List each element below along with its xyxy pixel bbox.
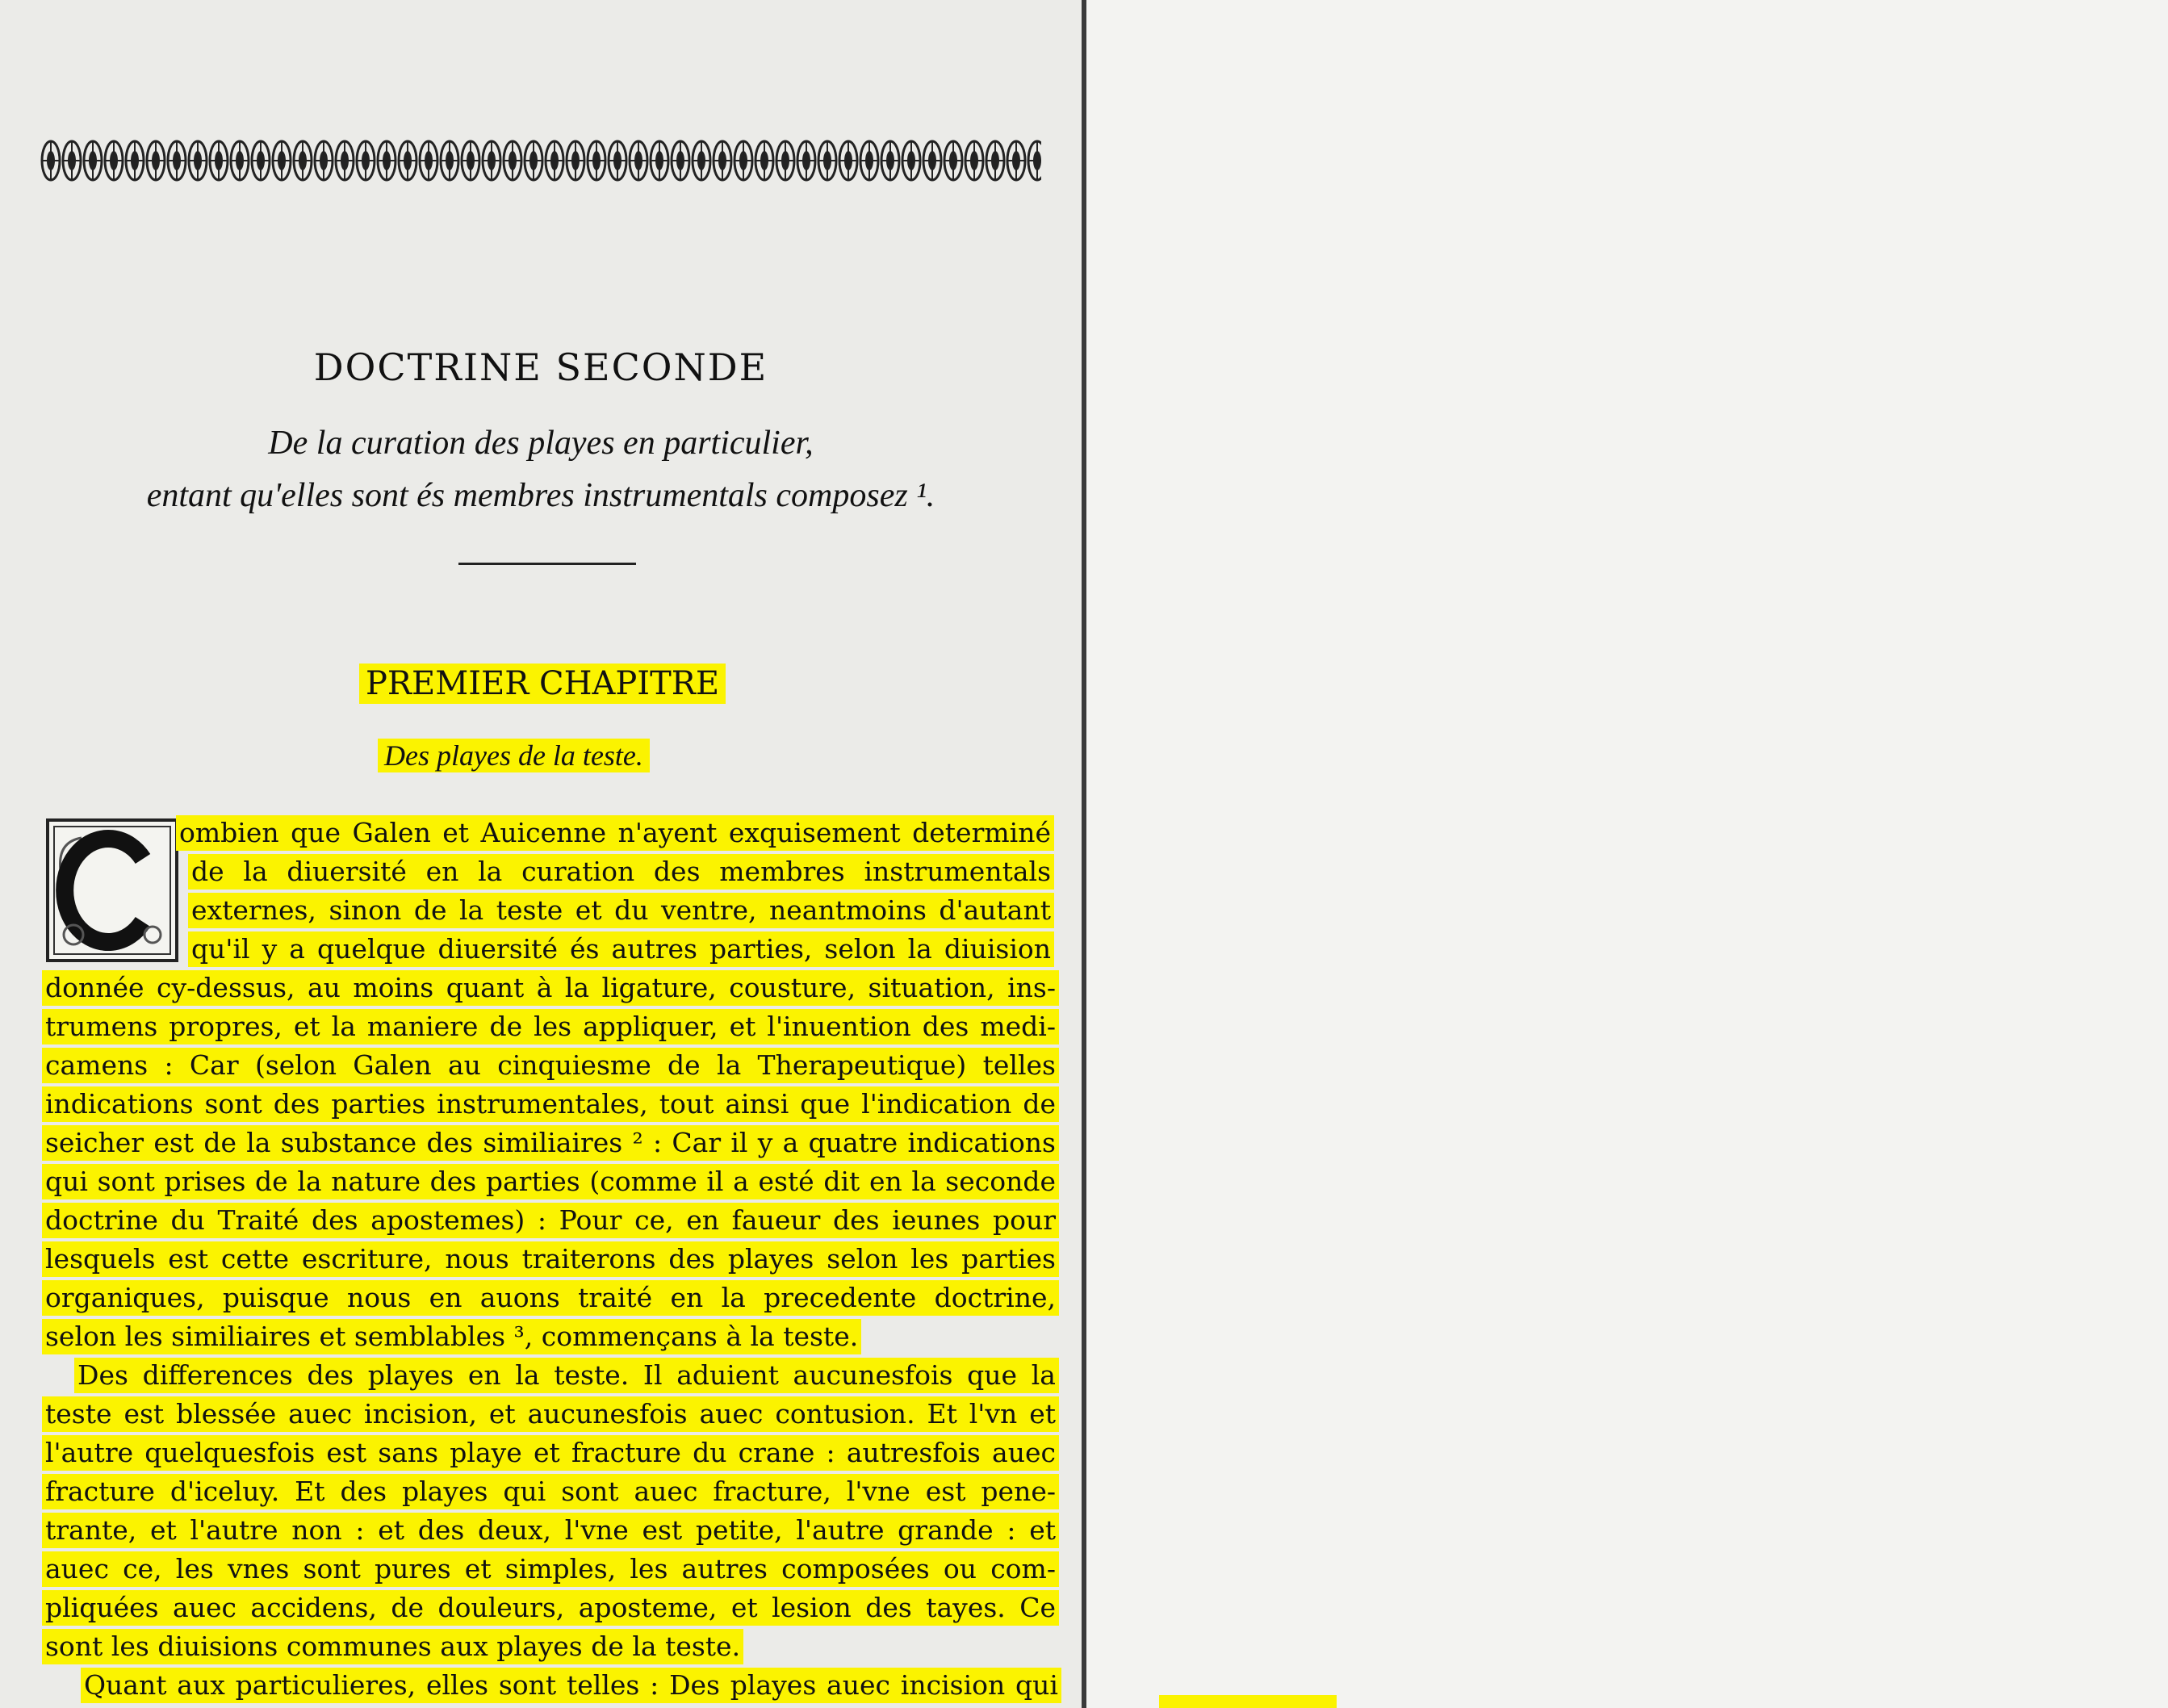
highlighted-text: auec ce, les vnes sont pures et simples, les autres composées ou com- [42, 1551, 1059, 1587]
text-line [42, 1125, 1059, 1161]
text-line [74, 1358, 1059, 1393]
text-line [42, 1203, 1059, 1238]
doctrine-title: DOCTRINE SECONDE [313, 345, 768, 389]
doctrine-subtitle-2: entant qu'elles sont és membres instrumentals composez ¹. [146, 477, 935, 514]
text-line [42, 1513, 1059, 1548]
highlighted-text: l'autre quelquesfois est sans playe et fracture du crane : autresfois auec [42, 1435, 1059, 1471]
text-line [42, 970, 1059, 1006]
text-line [42, 1474, 1059, 1509]
text-line [81, 1668, 1061, 1703]
highlighted-text: qu'il y a quelque diuersité és autres parties, selon la diuision [188, 931, 1054, 967]
highlighted-text: trante, et l'autre non : et des deux, l'vne est petite, l'autre grande : et [42, 1513, 1059, 1548]
text-line [42, 1435, 1059, 1471]
text-line [42, 1280, 1059, 1316]
highlighted-text: doctrine du Traité des apostemes) : Pour ce, en faueur des ieunes pour [42, 1203, 1059, 1238]
text-line [42, 1086, 1059, 1122]
highlighted-text: selon les similiaires et semblables ³, commençans à la teste. [42, 1319, 861, 1354]
left-page [0, 0, 1082, 1708]
highlighted-text: seicher est de la substance des similiaires ² : Car il y a quatre indications [42, 1125, 1059, 1161]
doctrine-subtitle-1: De la curation des playes en particulier, [268, 425, 814, 462]
highlighted-text: indications sont des parties instrumentales, tout ainsi que l'indication de [42, 1086, 1059, 1122]
highlighted-text: fracture d'iceluy. Et des playes qui sont auec fracture, l'vne est pene- [42, 1474, 1059, 1509]
text-line [42, 1396, 1059, 1432]
text-line [42, 1164, 1059, 1199]
text-line [42, 1241, 1059, 1277]
page-footer-fragment [1159, 1695, 1337, 1708]
highlighted-text: lesquels est cette escriture, nous traiterons des playes selon les parties [42, 1241, 1059, 1277]
highlighted-text: teste est blessée auec incision, et aucunesfois auec contusion. Et l'vn et [42, 1396, 1059, 1432]
title-rule [458, 563, 636, 565]
highlighted-text: qui sont prises de la nature des parties (comme il a esté dit en la seconde [42, 1164, 1059, 1199]
highlighted-text: ombien que Galen et Auicenne n'ayent exquisement determiné [176, 815, 1054, 851]
text-line [188, 893, 1054, 928]
text-line [42, 1590, 1059, 1626]
highlighted-text: organiques, puisque nous en auons traité en la precedente doctrine, [42, 1280, 1059, 1316]
chapter-subtitle: Des playes de la teste. [378, 739, 650, 772]
text-line [176, 815, 1054, 851]
text-line [188, 854, 1054, 890]
highlighted-text: donnée cy-dessus, au moins quant à la ligature, cousture, situation, ins- [42, 970, 1059, 1006]
highlighted-text: trumens propres, et la maniere de les appliquer, et l'inuention des medi- [42, 1009, 1059, 1044]
chapter-title: PREMIER CHAPITRE [359, 664, 726, 704]
highlighted-text: externes, sinon de la teste et du ventre, neantmoins d'autant [188, 893, 1054, 928]
text-line [42, 1009, 1059, 1044]
text-line [42, 1551, 1059, 1587]
highlighted-text: camens : Car (selon Galen au cinquiesme de la Therapeutique) telles [42, 1048, 1059, 1083]
highlighted-text: Des differences des playes en la teste. Il aduient aucunesfois que la [74, 1358, 1059, 1393]
text-line [42, 1048, 1059, 1083]
right-page [1086, 0, 2168, 1708]
drop-cap-c-icon [46, 818, 178, 962]
text-line [188, 931, 1054, 967]
highlighted-text: pliquées auec accidens, de douleurs, aposteme, et lesion des tayes. Ce [42, 1590, 1059, 1626]
text-line [42, 1319, 1059, 1354]
highlighted-text: Quant aux particulieres, elles sont telles : Des playes auec incision qui [81, 1668, 1061, 1703]
text-line [42, 1629, 1059, 1664]
ornament-band [40, 137, 1041, 184]
highlighted-text: de la diuersité en la curation des membres instrumentals [188, 854, 1054, 890]
highlighted-text: sont les diuisions communes aux playes de la teste. [42, 1629, 743, 1664]
